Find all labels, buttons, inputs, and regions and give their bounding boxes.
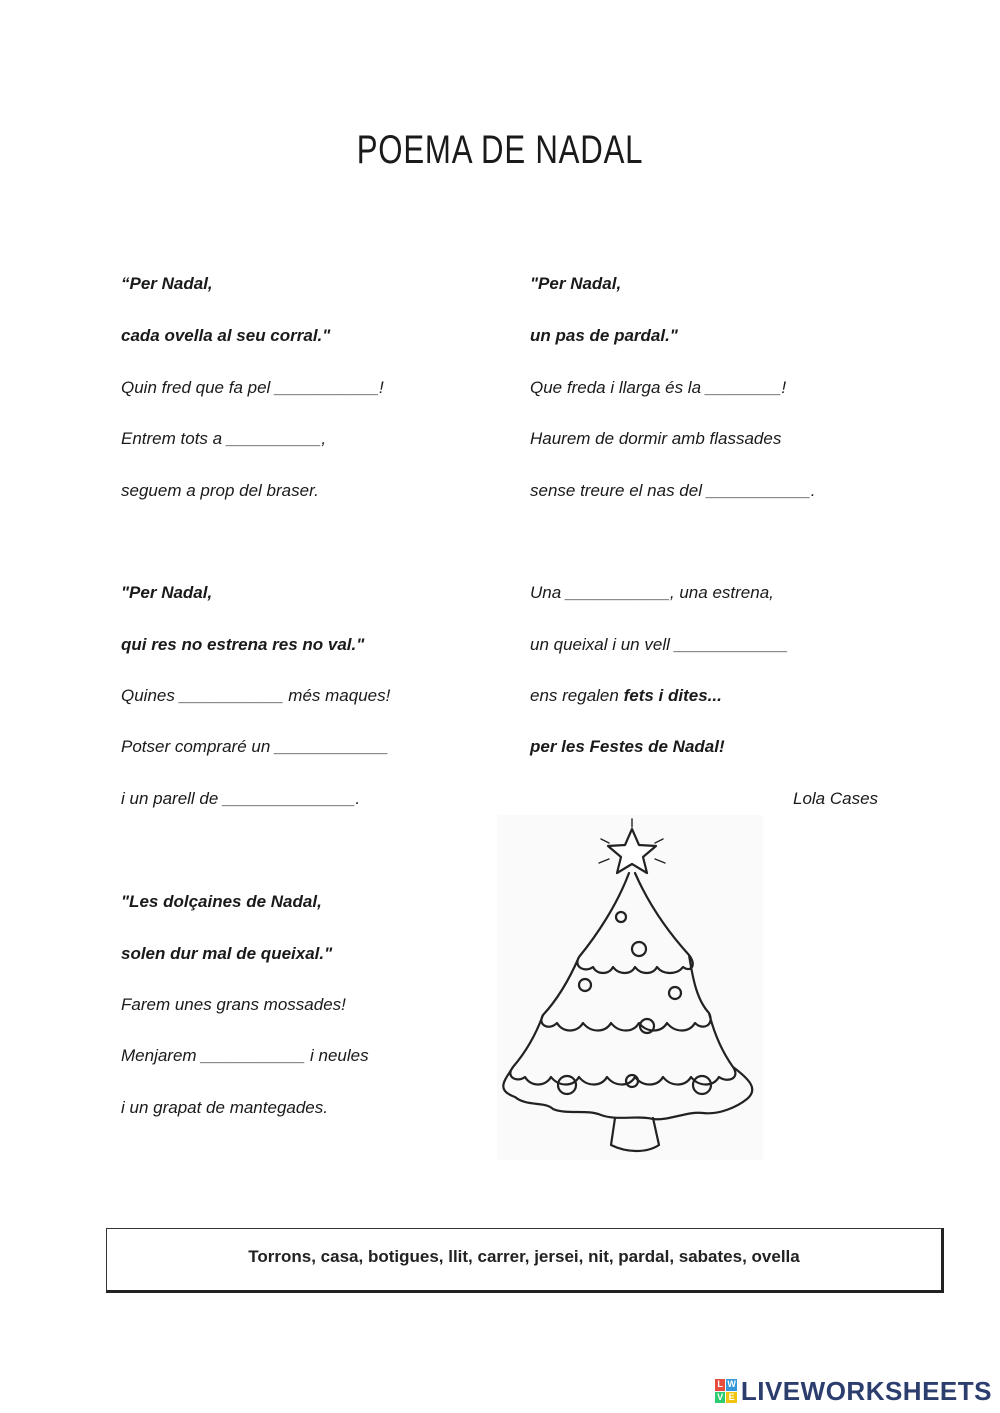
poem-line: Que freda i llarga és la ________! [530, 378, 787, 397]
logo-letter: L [715, 1379, 726, 1391]
brand-name: LIVEWORKSHEETS [740, 1375, 992, 1406]
poem-line: Quines ___________ més maques! [121, 686, 391, 705]
poem-line: sense treure el nas del ___________. [530, 481, 816, 500]
poem-line: Haurem de dormir amb flassades [530, 429, 782, 448]
poem-line: "Per Nadal, [121, 583, 213, 602]
poem-line: solen dur mal de queixal." [121, 944, 333, 963]
poem-line-bold: fets i dites... [623, 686, 722, 705]
poem-line: Quin fred que fa pel ___________! [121, 378, 384, 397]
poem-line: Entrem tots a __________, [121, 429, 327, 448]
poem-line: Potser compraré un ____________ [121, 737, 389, 756]
poem-line: "Per Nadal, [530, 274, 622, 293]
poem-line: i un grapat de mantegades. [121, 1098, 328, 1117]
poem-line: cada ovella al seu corral." [121, 326, 331, 345]
logo-letter: E [726, 1392, 737, 1404]
poem-line: "Les dolçaines de Nadal, [121, 892, 322, 911]
poem-line: per les Festes de Nadal! [530, 737, 725, 756]
poem-line: Una ___________, una estrena, [530, 583, 774, 602]
liveworksheets-logo-icon [715, 1379, 737, 1403]
poem-line: Farem unes grans mossades! [121, 995, 346, 1014]
poem-line: i un parell de ______________. [121, 789, 361, 808]
logo-letter: V [715, 1392, 726, 1404]
liveworksheets-brand [715, 1377, 992, 1405]
poem-line: un queixal i un vell ____________ [530, 635, 789, 654]
christmas-tree-illustration [497, 815, 763, 1160]
word-bank-box [106, 1228, 944, 1293]
poem-line: Menjarem ___________ i neules [121, 1046, 369, 1065]
word-bank-text: Torrons, casa, botigues, llit, carrer, jersei, nit, pardal, sabates, ovella [248, 1247, 800, 1266]
poem-line: qui res no estrena res no val." [121, 635, 365, 654]
author-signature: Lola Cases [793, 789, 879, 808]
poem-line: “Per Nadal, [121, 274, 213, 293]
poem-line: un pas de pardal." [530, 326, 678, 345]
logo-letter: W [727, 1379, 736, 1389]
poem-line: seguem a prop del braser. [121, 481, 319, 500]
page-title: POEMA DE NADAL [356, 128, 644, 172]
poem-line [530, 686, 722, 706]
poem-line-start: ens regalen [530, 686, 624, 705]
